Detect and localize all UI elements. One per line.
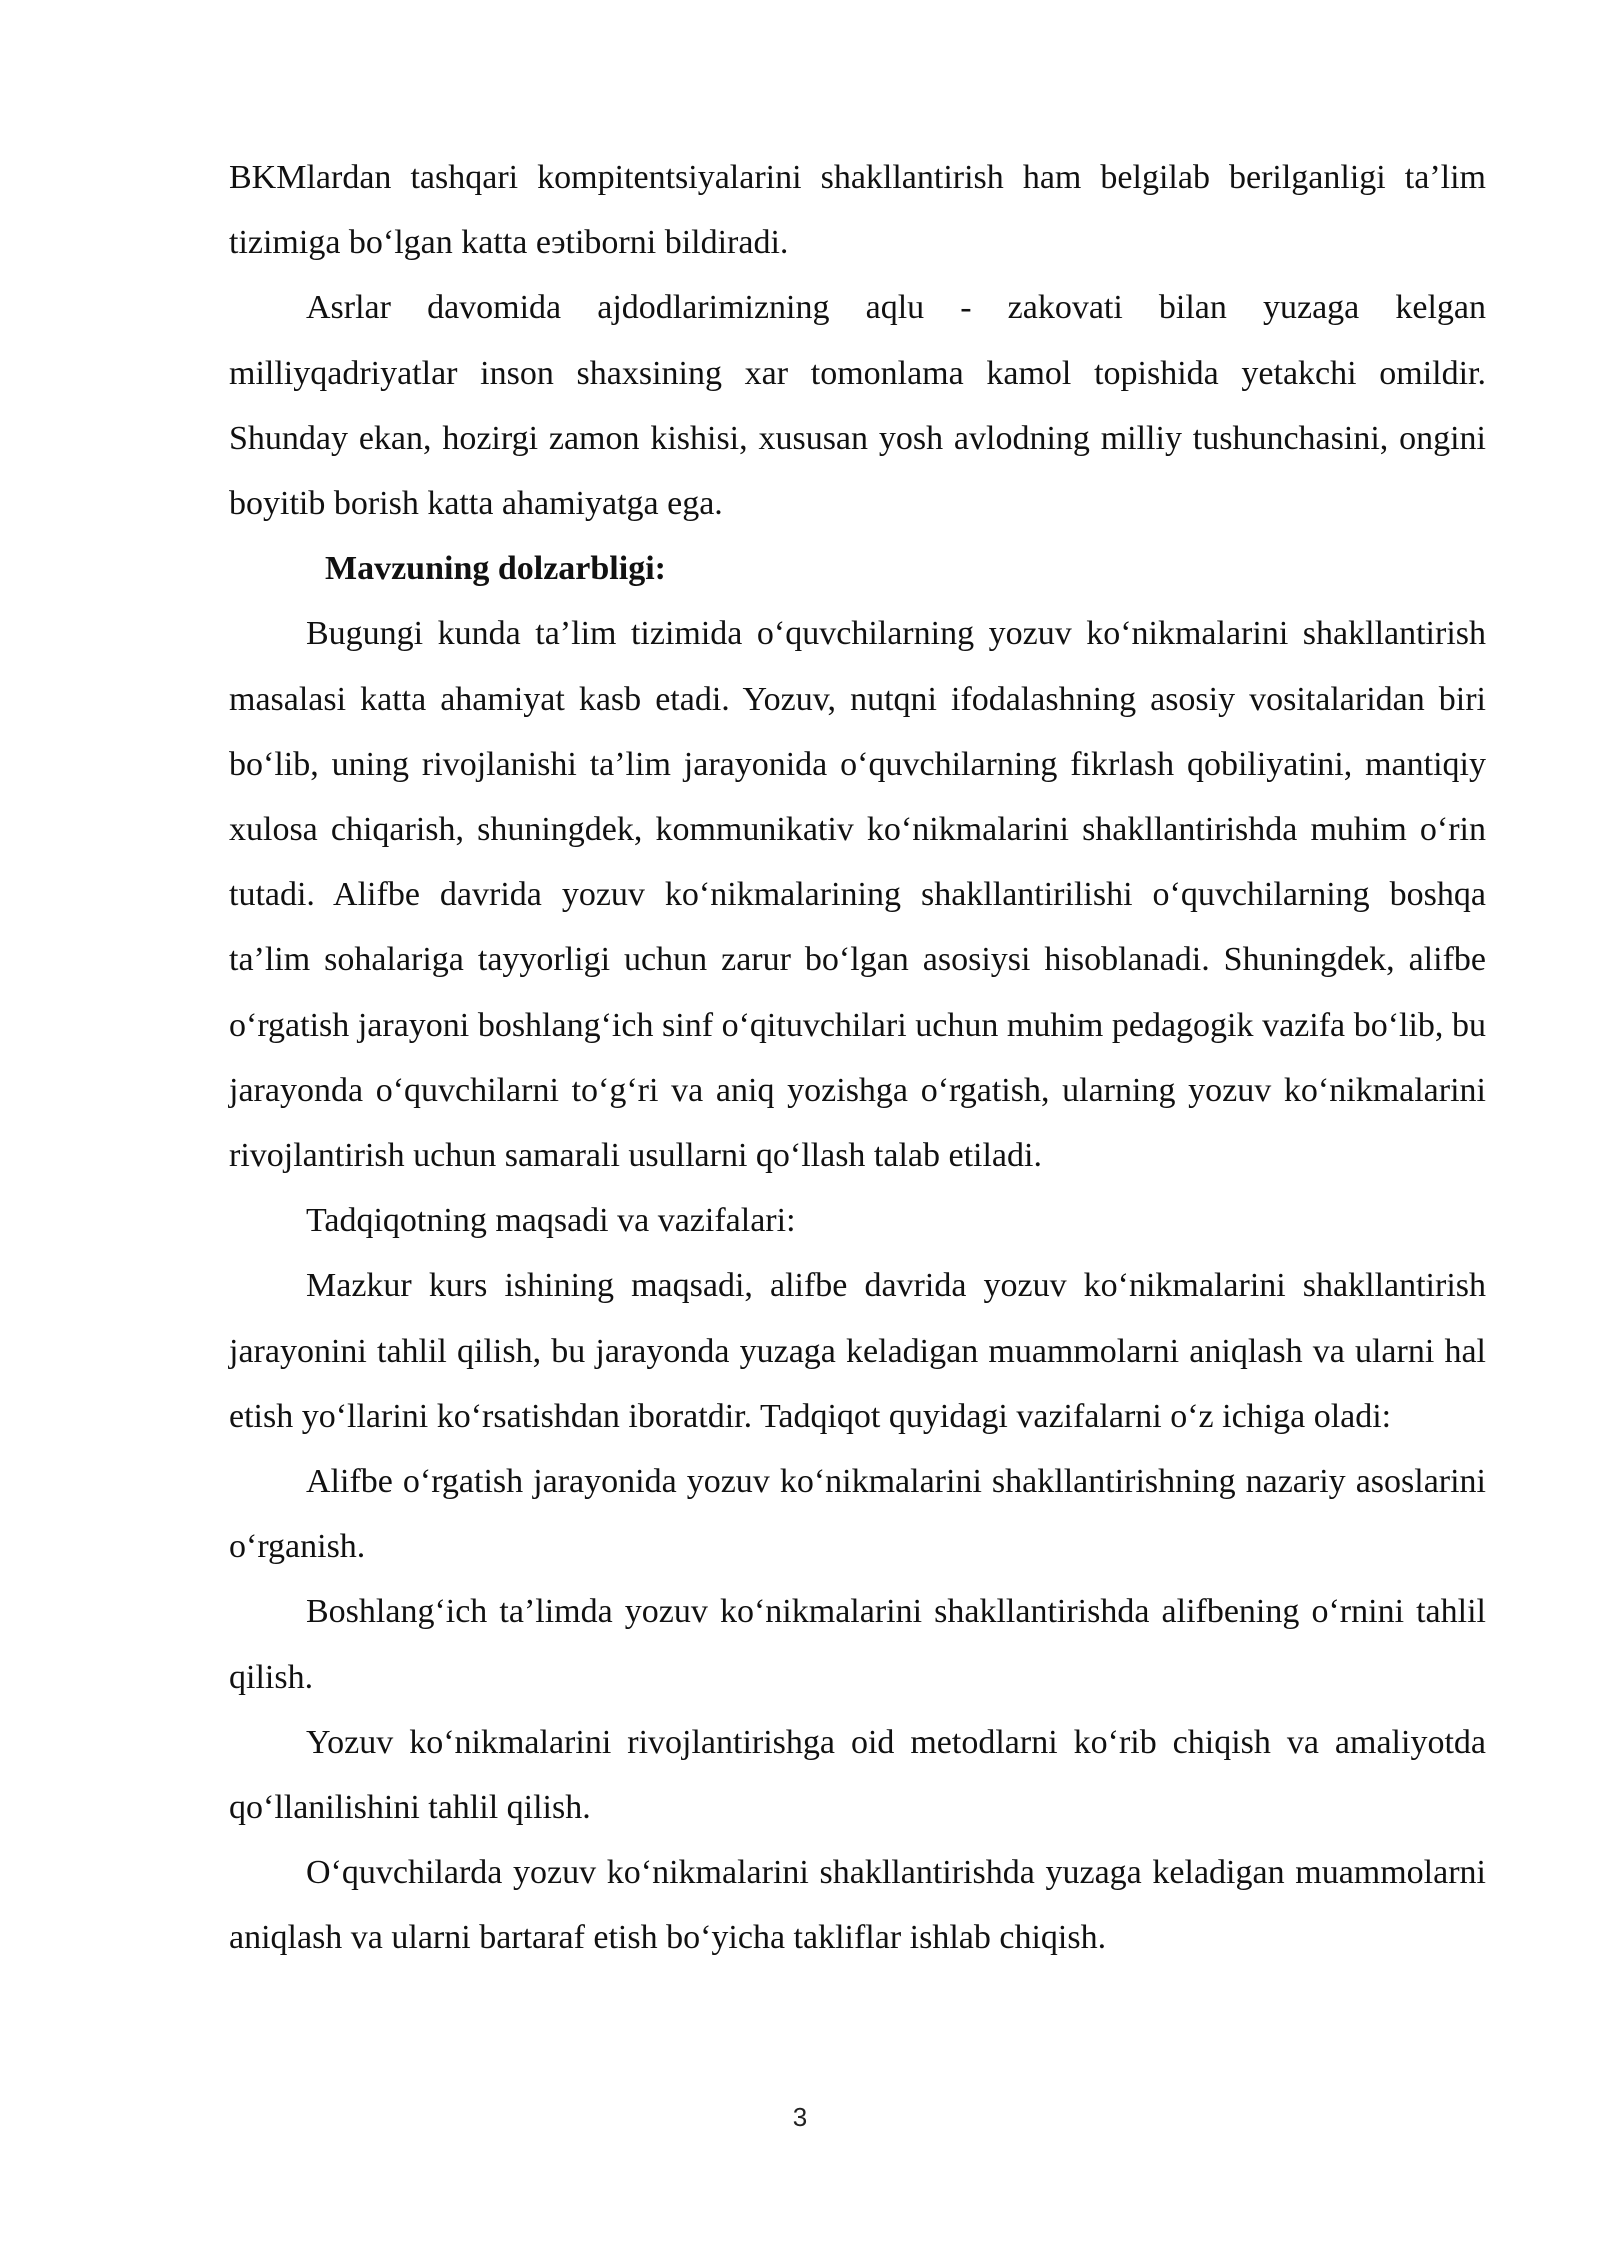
section-heading-relevance: Mavzuning dolzarbligi: xyxy=(325,550,666,588)
page-number: 3 xyxy=(792,2102,808,2132)
task-item-theory: Alifbe o‘rgatish jarayonida yozuv ko‘nikmalarini shakllantirishning nazariy asoslarini o‘rganish. xyxy=(229,1463,1486,1566)
paragraph-course-goal: Mazkur kurs ishining maqsadi, alifbe davrida yozuv ko‘nikmalarini shakllantirish jarayonini tahlil qilish, bu jarayonda yuzaga keladigan muammolarni aniqlash va ularni hal etish yo‘llarini ko‘rsatishdan iboratdir. Tadqiqot quyidagi vazifalarni o‘z ichiga oladi: xyxy=(229,1267,1486,1435)
paragraph-relevance-body: Bugungi kunda ta’lim tizimida o‘quvchilarning yozuv ko‘nikmalarini shakllantirish masalasi katta ahamiyat kasb etadi. Yozuv, nutqni ifodalashning asosiy vositalaridan biri bo‘lib, uning rivojlanishi ta’lim jarayonida o‘quvchilarning fikrlash qobiliyatini, mantiqiy xulosa chiqarish, shuningdek, kommunikativ ko‘nikmalarini shakllantirishda muhim o‘rin tutadi. Alifbe davrida yozuv ko‘nikmalarining shakllantirilishi o‘quvchilarning boshqa ta’lim sohalariga tayyorligi uchun zarur bo‘lgan asosiysi hisoblanadi. Shuningdek, alifbe o‘rgatish jarayoni boshlang‘ich sinf o‘qituvchilari uchun muhim pedagogik vazifa bo‘lib, bu jarayonda o‘quvchilarni to‘g‘ri va aniq yozishga o‘rgatish, ularning yozuv ko‘nikmalarini rivojlantirish uchun samarali usullarni qo‘llash talab etiladi. xyxy=(229,615,1486,1175)
task-item-methods: Yozuv ko‘nikmalarini rivojlantirishga oid metodlarni ko‘rib chiqish va amaliyotda qo‘llanilishini tahlil qilish. xyxy=(229,1723,1486,1827)
paragraph-national-values: Asrlar davomida ajdodlarimizning aqlu - zakovati bilan yuzaga kelgan milliyqadriyatlar inson shaxsining xar tomonlama kamol topishida yetakchi omildir. Shunday ekan, hozirgi zamon kishisi, xususan yosh avlodning milliy tushunchasini, ongini boyitib borish katta ahamiyatga ega. xyxy=(229,289,1486,523)
page-body xyxy=(229,145,1486,1971)
paragraph-bkm-continuation: BKMlardan tashqari kompitentsiyalarini shakllantirish ham belgilab berilganligi ta’lim tizimiga bo‘lgan katta eэtiborni bildiradi. xyxy=(229,159,1486,262)
task-item-problems: O‘quvchilarda yozuv ko‘nikmalarini shakllantirishda yuzaga keladigan muammolarni aniqlash va ularni bartaraf etish bo‘yicha takliflar ishlab chiqish. xyxy=(229,1854,1486,1957)
section-heading-goals: Tadqiqotning maqsadi va vazifalari: xyxy=(306,1202,796,1240)
task-item-alphabet-role: Boshlang‘ich ta’limda yozuv ko‘nikmalarini shakllantirishda alifbening o‘rnini tahlil qilish. xyxy=(229,1593,1486,1696)
